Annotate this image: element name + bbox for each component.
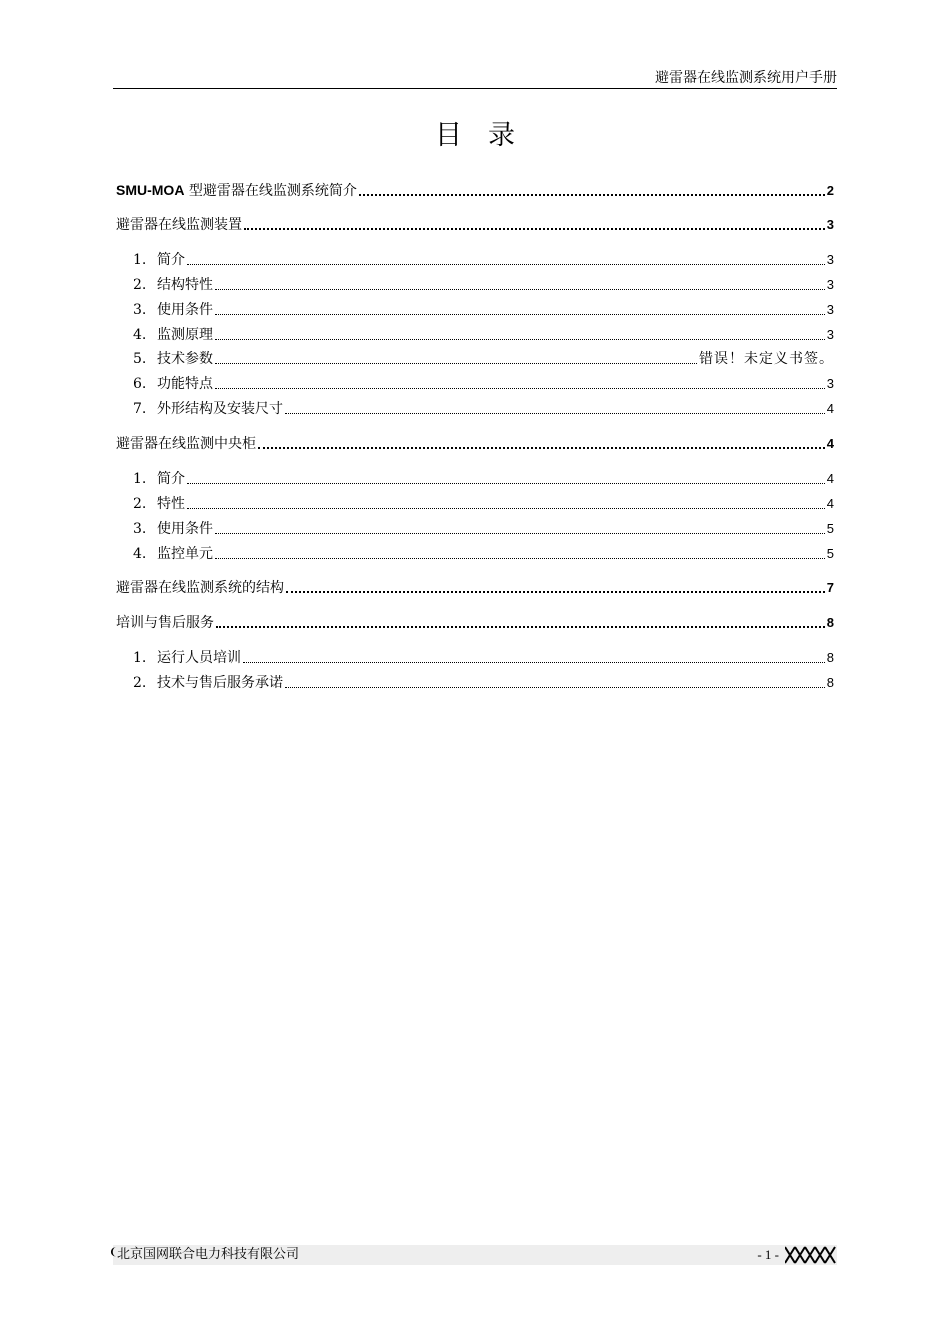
toc-entry-label: 使用条件 [157, 521, 213, 537]
toc-entry-label: 使用条件 [157, 302, 213, 318]
toc-entry-page: 3 [826, 376, 834, 391]
page-footer [109, 1245, 837, 1265]
toc-entry[interactable] [133, 645, 834, 667]
toc-entry-number: 2. [133, 675, 147, 691]
toc-leader-dots [216, 625, 825, 628]
toc-entry[interactable] [133, 516, 834, 538]
toc-entry-number: 6. [133, 376, 147, 392]
footer-pattern-icon [785, 1245, 837, 1265]
toc-entry-page: 3 [826, 302, 834, 317]
toc-entry[interactable] [133, 541, 834, 563]
toc-entry-page: 8 [826, 650, 834, 665]
toc-entry-page: 错误！未定义书签。 [699, 351, 834, 367]
toc-entry[interactable] [133, 396, 834, 418]
toc-entry-number: 4. [133, 546, 147, 562]
toc-entry-page: 4 [826, 471, 834, 486]
toc-entry-label: 避雷器在线监测中央柜 [116, 436, 256, 452]
toc-entry-label: 简介 [157, 471, 185, 487]
toc-entry[interactable] [116, 212, 834, 234]
toc-entry-page: 4 [826, 436, 834, 451]
toc-entry-page: 4 [826, 401, 834, 416]
toc-entry-number: 7. [133, 401, 147, 417]
toc-entry[interactable] [116, 178, 834, 200]
toc-entry-label: 避雷器在线监测系统的结构 [116, 580, 284, 596]
toc-entry-number: 1. [133, 650, 147, 666]
toc-entry-label: 外形结构及安装尺寸 [157, 401, 283, 417]
toc-leader-dots [244, 227, 825, 230]
toc-entry[interactable] [133, 346, 834, 368]
toc-entry-number: 3. [133, 521, 147, 537]
toc-entry[interactable] [116, 431, 834, 453]
toc-leader-dots [187, 482, 825, 484]
toc-entry-page: 5 [826, 546, 834, 561]
toc-entry-label: 功能特点 [157, 376, 213, 392]
toc-leader-dots [187, 507, 825, 509]
toc-leader-dots [285, 412, 825, 414]
toc-leader-dots [215, 532, 825, 534]
toc-entry[interactable] [116, 575, 834, 597]
toc-entry-label [116, 181, 357, 200]
toc-title: 目录 [435, 120, 541, 151]
toc-entry-number: 2. [133, 496, 147, 512]
toc-leader-dots [215, 288, 825, 290]
footer-company: 北京国网联合电力科技有限公司 [117, 1247, 300, 1262]
toc-entry-page: 8 [826, 675, 834, 690]
toc-entry[interactable] [133, 322, 834, 344]
toc-entry-page: 8 [826, 615, 834, 630]
toc-entry-label: 技术参数 [157, 351, 213, 367]
toc-leader-dots [285, 686, 825, 688]
toc-entry[interactable] [116, 610, 834, 632]
toc-entry-label: 监控单元 [157, 546, 213, 562]
toc-entry-label: 培训与售后服务 [116, 615, 214, 631]
toc-entry-page: 3 [826, 277, 834, 292]
toc-entry-label: 结构特性 [157, 277, 213, 293]
toc-leader-dots [243, 661, 825, 663]
toc-leader-dots [215, 338, 825, 340]
toc-entry[interactable] [133, 272, 834, 294]
page-header [113, 68, 837, 89]
toc-entry-label: 运行人员培训 [157, 650, 241, 666]
toc-entry-page: 3 [826, 327, 834, 342]
footer-mark-icon: ❨ [109, 1247, 118, 1258]
toc-entry-number: 2. [133, 277, 147, 293]
toc-leader-dots [215, 387, 825, 389]
toc-entry-label: 技术与售后服务承诺 [157, 675, 283, 691]
toc-entry-label: 监测原理 [157, 327, 213, 343]
toc-entry-page: 5 [826, 521, 834, 536]
toc-entry[interactable] [133, 466, 834, 488]
toc-entry-page: 7 [826, 580, 834, 595]
toc-entry[interactable] [133, 297, 834, 319]
toc-entry-number: 1. [133, 471, 147, 487]
header-title: 避雷器在线监测系统用户手册 [655, 70, 837, 86]
toc-leader-dots [215, 362, 697, 364]
toc-entry[interactable] [133, 491, 834, 513]
toc-leader-dots [359, 193, 825, 196]
toc-entry-page: 2 [826, 183, 834, 198]
toc-entry-label: 特性 [157, 496, 185, 512]
toc-entry-page: 3 [826, 252, 834, 267]
toc-leader-dots [286, 590, 825, 593]
toc-entry-page: 4 [826, 496, 834, 511]
toc-entry-number: 1. [133, 252, 147, 268]
toc-leader-dots [187, 263, 825, 265]
toc-leader-dots [215, 313, 825, 315]
toc-entry-label: 避雷器在线监测装置 [116, 217, 242, 233]
toc-leader-dots [258, 446, 825, 449]
toc-entry-label: 简介 [157, 252, 185, 268]
toc-entry-number: 4. [133, 327, 147, 343]
toc-entry-page: 3 [826, 217, 834, 232]
toc-entry-number: 3. [133, 302, 147, 318]
toc-entry-number: 5. [133, 351, 147, 367]
toc-entry[interactable] [133, 247, 834, 269]
toc-entry[interactable] [133, 670, 834, 692]
toc-entry[interactable] [133, 371, 834, 393]
toc-entry-title: 型避雷器在线监测系统简介 [184, 183, 357, 199]
toc-leader-dots [215, 557, 825, 559]
toc-entry-model: SMU-MOA [116, 182, 185, 198]
footer-page-number: - 1 - [757, 1247, 779, 1262]
